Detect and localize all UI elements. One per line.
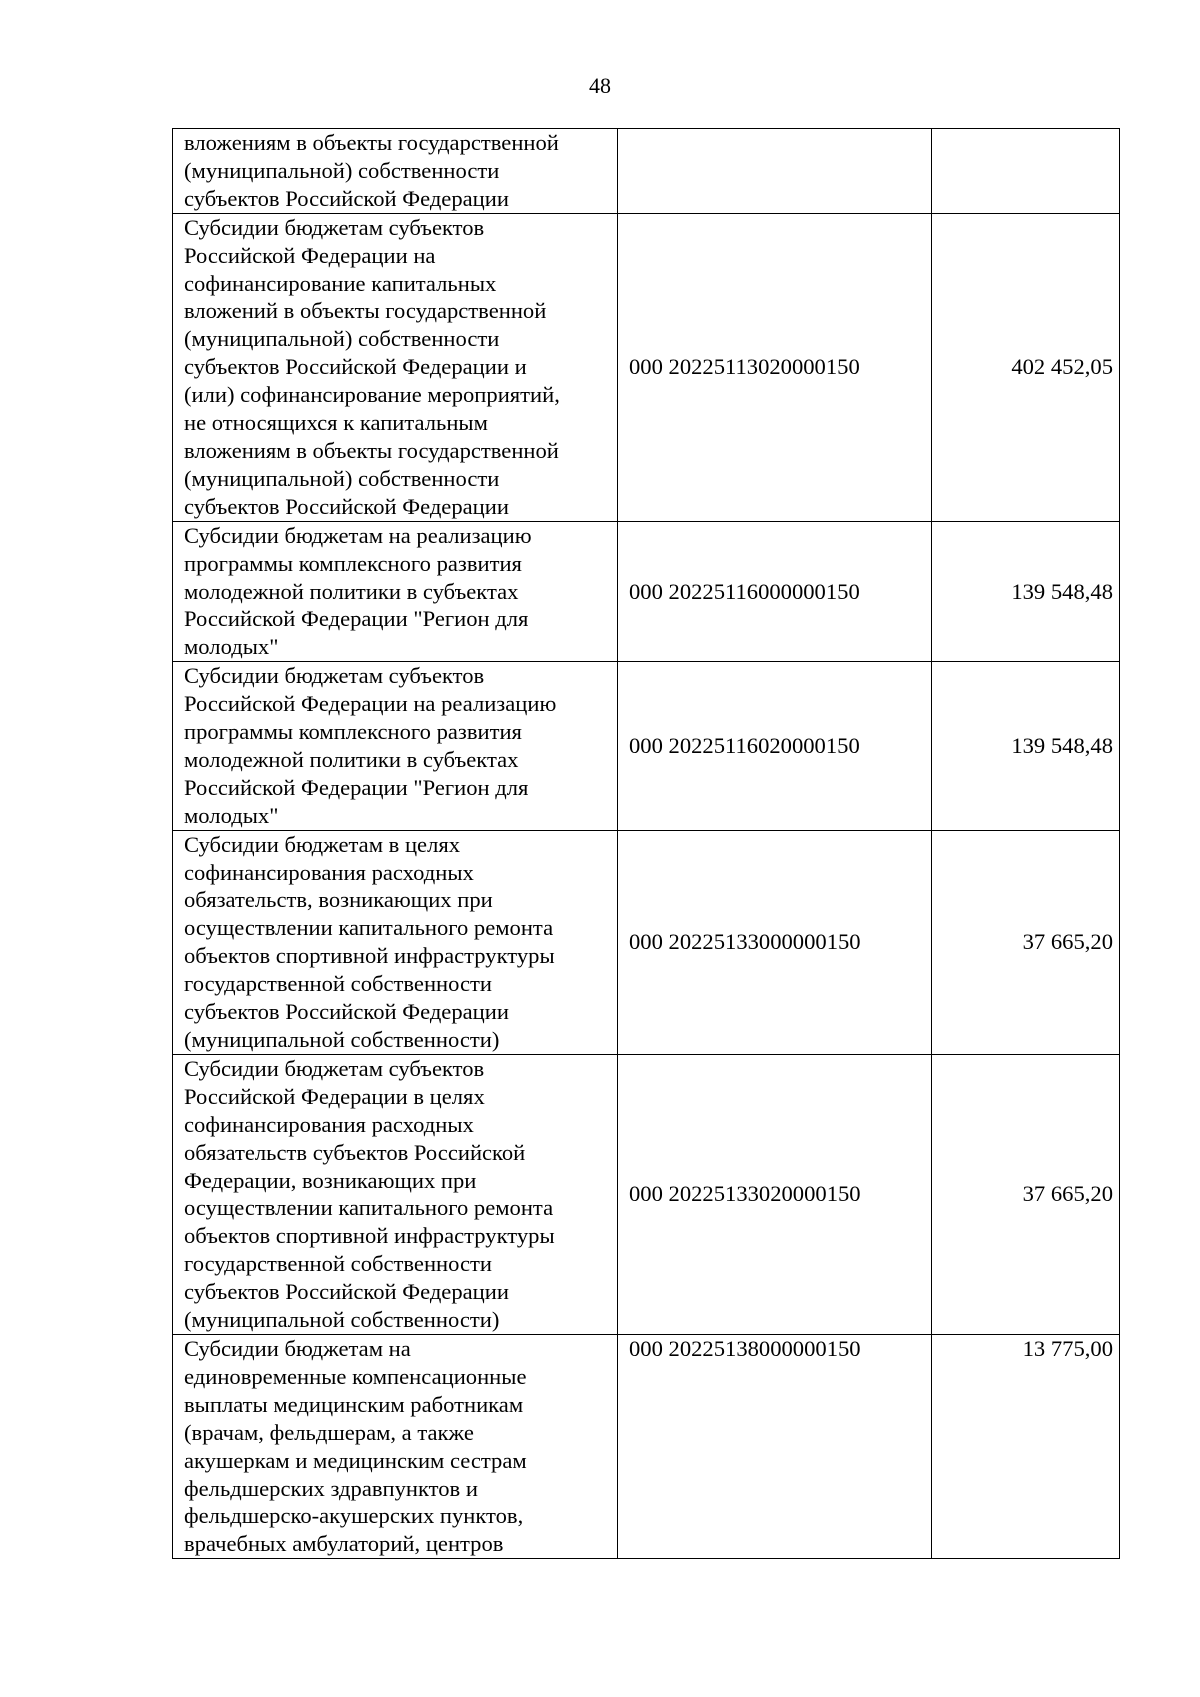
table-row: [173, 521, 1120, 662]
row-description: Субсидии бюджетам на единовременные компенсационные выплаты медицинским работникам (врачам, фельдшерам, а также акушеркам и медицинским сестрам фельдшерских здравпунктов и фельдшерско-акушерских пунктов, врачебных амбулаторий, центров: [173, 1334, 618, 1558]
row-amount: [932, 129, 1120, 214]
row-description: Субсидии бюджетам на реализацию программы комплексного развития молодежной политики в субъектах Российской Федерации "Регион для молодых": [173, 521, 618, 662]
row-code: 000 20225116000000150: [618, 521, 932, 662]
budget-revenue-table: [172, 128, 1120, 1559]
row-description: Субсидии бюджетам в целях софинансирования расходных обязательств, возникающих при осуществлении капитального ремонта объектов спортивной инфраструктуры государственной собственности субъектов Российской Федерации (муниципальной собственности): [173, 830, 618, 1054]
row-description: Субсидии бюджетам субъектов Российской Федерации на реализацию программы комплексного развития молодежной политики в субъектах Российской Федерации "Регион для молодых": [173, 662, 618, 830]
table-row: [173, 830, 1120, 1054]
row-amount: 13 775,00: [932, 1334, 1120, 1558]
row-amount: 37 665,20: [932, 830, 1120, 1054]
row-code: 000 20225133020000150: [618, 1054, 932, 1334]
table-row: [173, 213, 1120, 521]
row-code: 000 20225138000000150: [618, 1334, 932, 1558]
table-row: [173, 662, 1120, 830]
table-row: [173, 129, 1120, 214]
row-description: вложениям в объекты государственной (муниципальной) собственности субъектов Российской Федерации: [173, 129, 618, 214]
row-amount: 37 665,20: [932, 1054, 1120, 1334]
row-amount: 139 548,48: [932, 521, 1120, 662]
row-description: Субсидии бюджетам субъектов Российской Федерации в целях софинансирования расходных обязательств субъектов Российской Федерации, возникающих при осуществлении капитального ремонта объектов спортивной инфраструктуры государственной собственности субъектов Российской Федерации (муниципальной собственности): [173, 1054, 618, 1334]
page-number: 48: [589, 73, 611, 98]
row-amount: 402 452,05: [932, 213, 1120, 521]
row-amount: 139 548,48: [932, 662, 1120, 830]
row-description: Субсидии бюджетам субъектов Российской Федерации на софинансирование капитальных вложений в объекты государственной (муниципальной) собственности субъектов Российской Федерации и (или) софинансирование мероприятий, не относящихся к капитальным вложениям в объекты государственной (муниципальной) собственности субъектов Российской Федерации: [173, 213, 618, 521]
table-row: [173, 1334, 1120, 1558]
table-row: [173, 1054, 1120, 1334]
row-code: 000 20225113020000150: [618, 213, 932, 521]
row-code: 000 20225116020000150: [618, 662, 932, 830]
row-code: 000 20225133000000150: [618, 830, 932, 1054]
row-code: [618, 129, 932, 214]
